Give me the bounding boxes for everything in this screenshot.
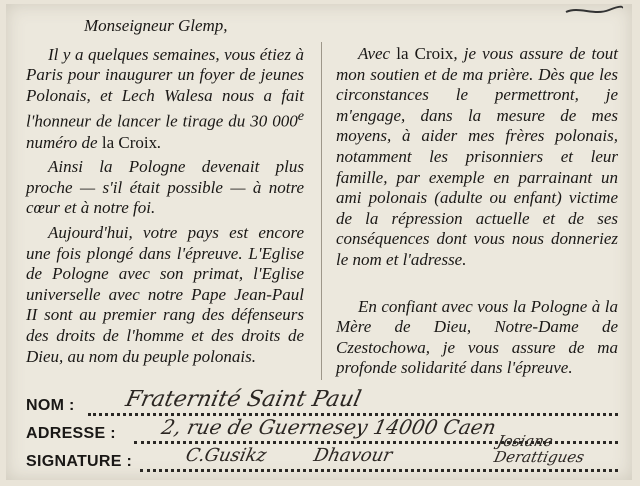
nom-handwritten-value: Fraternité Saint Paul — [123, 387, 364, 412]
newspaper-name: la Croix — [396, 44, 454, 63]
adresse-label: ADRESSE : — [26, 425, 116, 442]
signature-label: SIGNATURE : — [26, 453, 133, 470]
nom-label: NOM : — [26, 397, 75, 414]
letter-paragraph-pologne: Ainsi la Pologne devenait plus proche — s'il était possible — à notre cœur et à notre foi. — [26, 157, 304, 218]
letter-paragraph-engagement: Avec la Croix, je vous assure de tout mon soutien et de ma prière. Dès que les circonstances le permettront, je m'engage, dans la mesure de mes moyens, à aider mes frères polonais, notamment les prisonniers et leur famille, par exemple en parrainant un ami polonais (adulte ou enfant) victime de la répression actuelle et de ses conséquences dont vous nous donneriez le nom et l'adresse. — [336, 44, 619, 269]
letter-left-column — [26, 16, 304, 371]
column-divider — [321, 42, 322, 380]
newspaper-clipping — [6, 4, 632, 480]
signature-handwritten-1: C.Gusikz — [183, 445, 269, 466]
letter-paragraph-aujourdhui: Aujourd'hui, votre pays est encore une fois plongé dans l'épreuve. L'Eglise de Pologne avec son primat, l'Eglise universelle avec notre Pape Jean-Paul II sont au premier rang des défenseurs des droits de l'homme et des droits de Dieu, au nom du peuple polonais. — [26, 223, 304, 366]
letter-paragraph-closing: En confiant avec vous la Pologne à la Mère de Dieu, Notre-Dame de Czestochowa, je vous assure de ma profonde solidarité dans l'épreuve. — [336, 296, 618, 378]
signature-handwritten-2: Dhavour — [311, 445, 395, 466]
newspaper-name: la Croix — [101, 132, 158, 152]
letter-salutation: Monseigneur Glemp, — [84, 16, 228, 35]
adresse-handwritten-value: 2, rue de Guernesey 14000 Caen — [159, 415, 499, 439]
reply-form — [26, 387, 626, 475]
letter-paragraph-intro: Il y a quelques semaines, vous étiez à Paris pour inaugurer un foyer de jeunes Polonais, et Lech Walesa nous a fait l'honneur de lancer le tirage du 30 000e numéro de la Croix. — [26, 44, 304, 152]
signature-handwritten-3: Josiane Derattigues — [492, 432, 586, 466]
letter-right-column — [336, 44, 618, 383]
handwritten-corner-mark — [564, 4, 624, 18]
